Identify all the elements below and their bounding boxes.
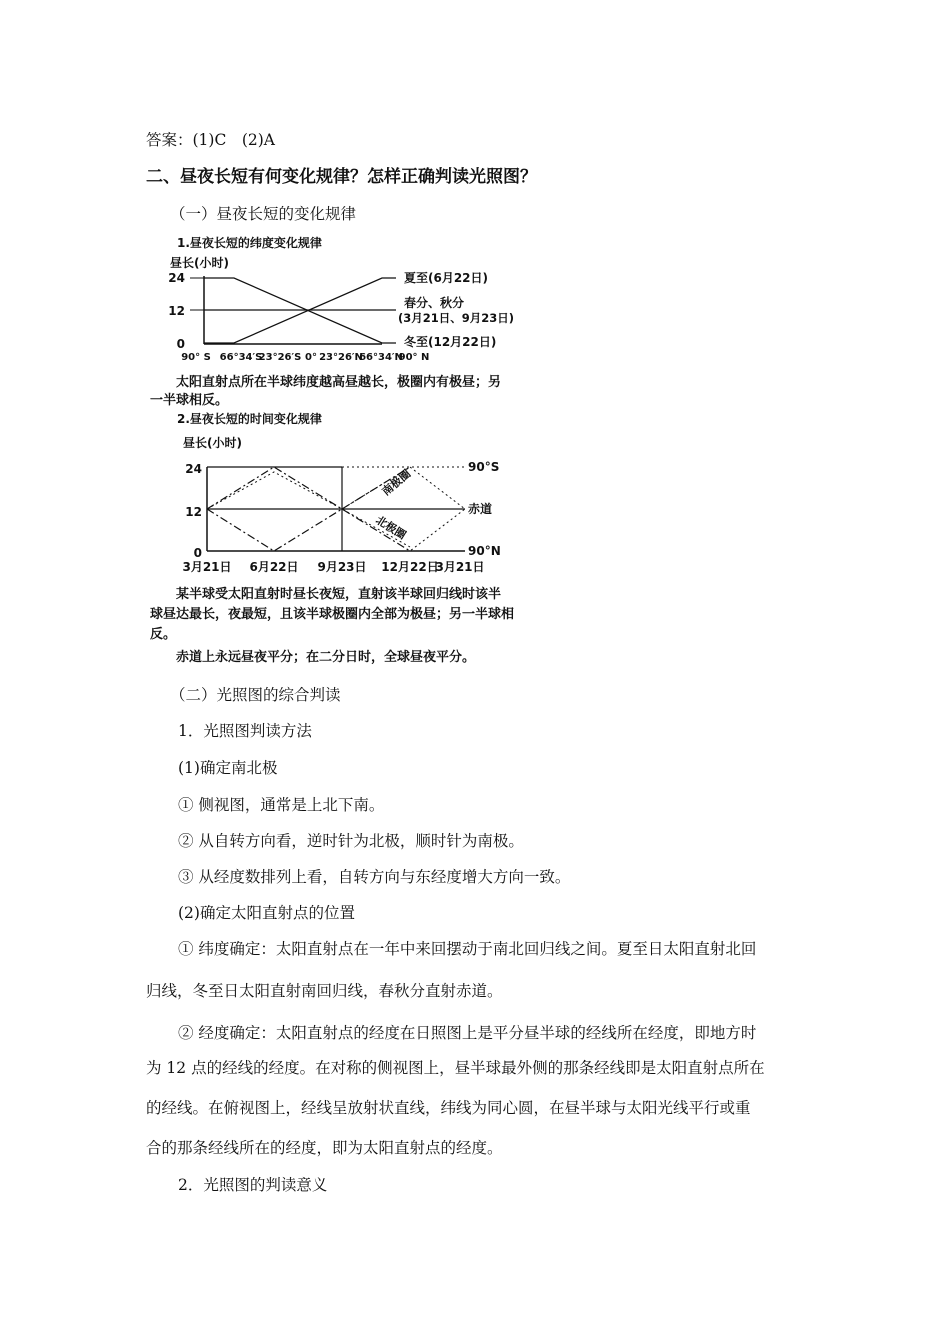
item-1: 1．光照图判读方法 xyxy=(178,722,312,740)
subsection-title-1: （一）昼夜长短的变化规律 xyxy=(170,205,357,223)
item-1-2: (2)确定太阳直射点的位置 xyxy=(178,904,355,922)
fig1-caption-2: 一半球相反。 xyxy=(150,393,229,408)
fig2-ylabel: 昼长(小时) xyxy=(183,436,242,450)
fig1-xtick: 90° N xyxy=(398,352,430,363)
fig1-equinox-dates: (3月21日、9月23日) xyxy=(398,311,515,325)
item-2: 2．光照图的判读意义 xyxy=(178,1176,328,1194)
fig2-ytick-0: 0 xyxy=(193,546,202,560)
fig2-caption-2: 球昼达最长，夜最短，且该半球极圈内全部为极昼；另一半球相 xyxy=(150,607,515,622)
fig1-summer-label: 夏至(6月22日) xyxy=(404,271,489,285)
fig1-ylabel: 昼长(小时) xyxy=(170,256,229,270)
fig2-xtick: 3月21日 xyxy=(435,560,485,574)
figure-latitude-daylength xyxy=(150,232,550,372)
section-title: 二、昼夜长短有何变化规律？怎样正确判读光照图？ xyxy=(146,167,537,187)
para-2-line-1: ② 经度确定：太阳直射点的经度在日照图上是平分昼半球的经线所在经度，即地方时 xyxy=(178,1024,757,1042)
fig2-90n-label: 90°N xyxy=(468,544,501,558)
fig2-ytick-24: 24 xyxy=(185,462,202,476)
fig1-xtick: 90° S xyxy=(181,352,211,363)
fig2-90s-label: 90°S xyxy=(468,460,500,474)
answer-line: 答案：(1)C (2)A xyxy=(146,131,275,149)
fig1-ytick-24: 24 xyxy=(168,271,185,285)
fig2-arctic-label: 北极圈 xyxy=(373,513,409,543)
fig1-xtick: 0° xyxy=(305,352,317,363)
fig2-xtick: 9月23日 xyxy=(317,560,367,574)
fig2-xtick: 6月22日 xyxy=(249,560,299,574)
fig2-ytick-12: 12 xyxy=(185,505,202,519)
para-2-line-4: 合的那条经线所在的经度，即为太阳直射点的经度。 xyxy=(146,1139,503,1157)
fig1-ytick-12: 12 xyxy=(168,304,185,318)
fig1-caption-1: 太阳直射点所在半球纬度越高昼越长，极圈内有极昼；另 xyxy=(176,375,502,390)
fig2-antarctic-label: 南极圈 xyxy=(379,467,414,499)
fig2-xtick: 12月22日 xyxy=(381,560,439,574)
item-1-1-a: ① 侧视图，通常是上北下南。 xyxy=(178,796,385,814)
fig2-caption-1: 某半球受太阳直射时昼长夜短，直射该半球回归线时该半 xyxy=(176,587,502,602)
para-1-line-2: 归线，冬至日太阳直射南回归线，春秋分直射赤道。 xyxy=(146,982,503,1000)
figure-time-daylength xyxy=(150,410,550,582)
fig2-equator-label: 赤道 xyxy=(468,502,493,516)
fig1-xtick: 23°26′S xyxy=(258,352,302,363)
fig2-title: 2.昼夜长短的时间变化规律 xyxy=(177,412,322,426)
fig1-xtick: 23°26′N xyxy=(319,352,363,363)
fig1-equinox-label: 春分、秋分 xyxy=(404,296,465,310)
item-1-1-b: ② 从自转方向看，逆时针为北极，顺时针为南极。 xyxy=(178,832,524,850)
fig1-title: 1.昼夜长短的纬度变化规律 xyxy=(177,236,322,250)
fig1-xtick: 66°34′S xyxy=(219,352,263,363)
fig1-ytick-0: 0 xyxy=(176,337,185,351)
item-1-1: (1)确定南北极 xyxy=(178,759,278,777)
fig2-caption-3: 反。 xyxy=(150,627,177,642)
para-2-line-2: 为 12 点的经线的经度。在对称的侧视图上，昼半球最外侧的那条经线即是太阳直射点所在 xyxy=(146,1059,765,1077)
item-1-1-c: ③ 从经度数排列上看，自转方向与东经度增大方向一致。 xyxy=(178,868,571,886)
fig1-winter-label: 冬至(12月22日) xyxy=(404,335,497,349)
para-1-line-1: ① 纬度确定：太阳直射点在一年中来回摆动于南北回归线之间。夏至日太阳直射北回 xyxy=(178,940,757,958)
para-2-line-3: 的经线。在俯视图上，经线呈放射状直线，纬线为同心圆，在昼半球与太阳光线平行或重 xyxy=(146,1099,751,1117)
fig2-xtick: 3月21日 xyxy=(182,560,232,574)
subsection-title-2: （二）光照图的综合判读 xyxy=(170,686,341,704)
fig1-xtick: 66°34′N xyxy=(359,352,403,363)
fig2-caption-4: 赤道上永远昼夜平分；在二分日时，全球昼夜平分。 xyxy=(176,650,476,665)
